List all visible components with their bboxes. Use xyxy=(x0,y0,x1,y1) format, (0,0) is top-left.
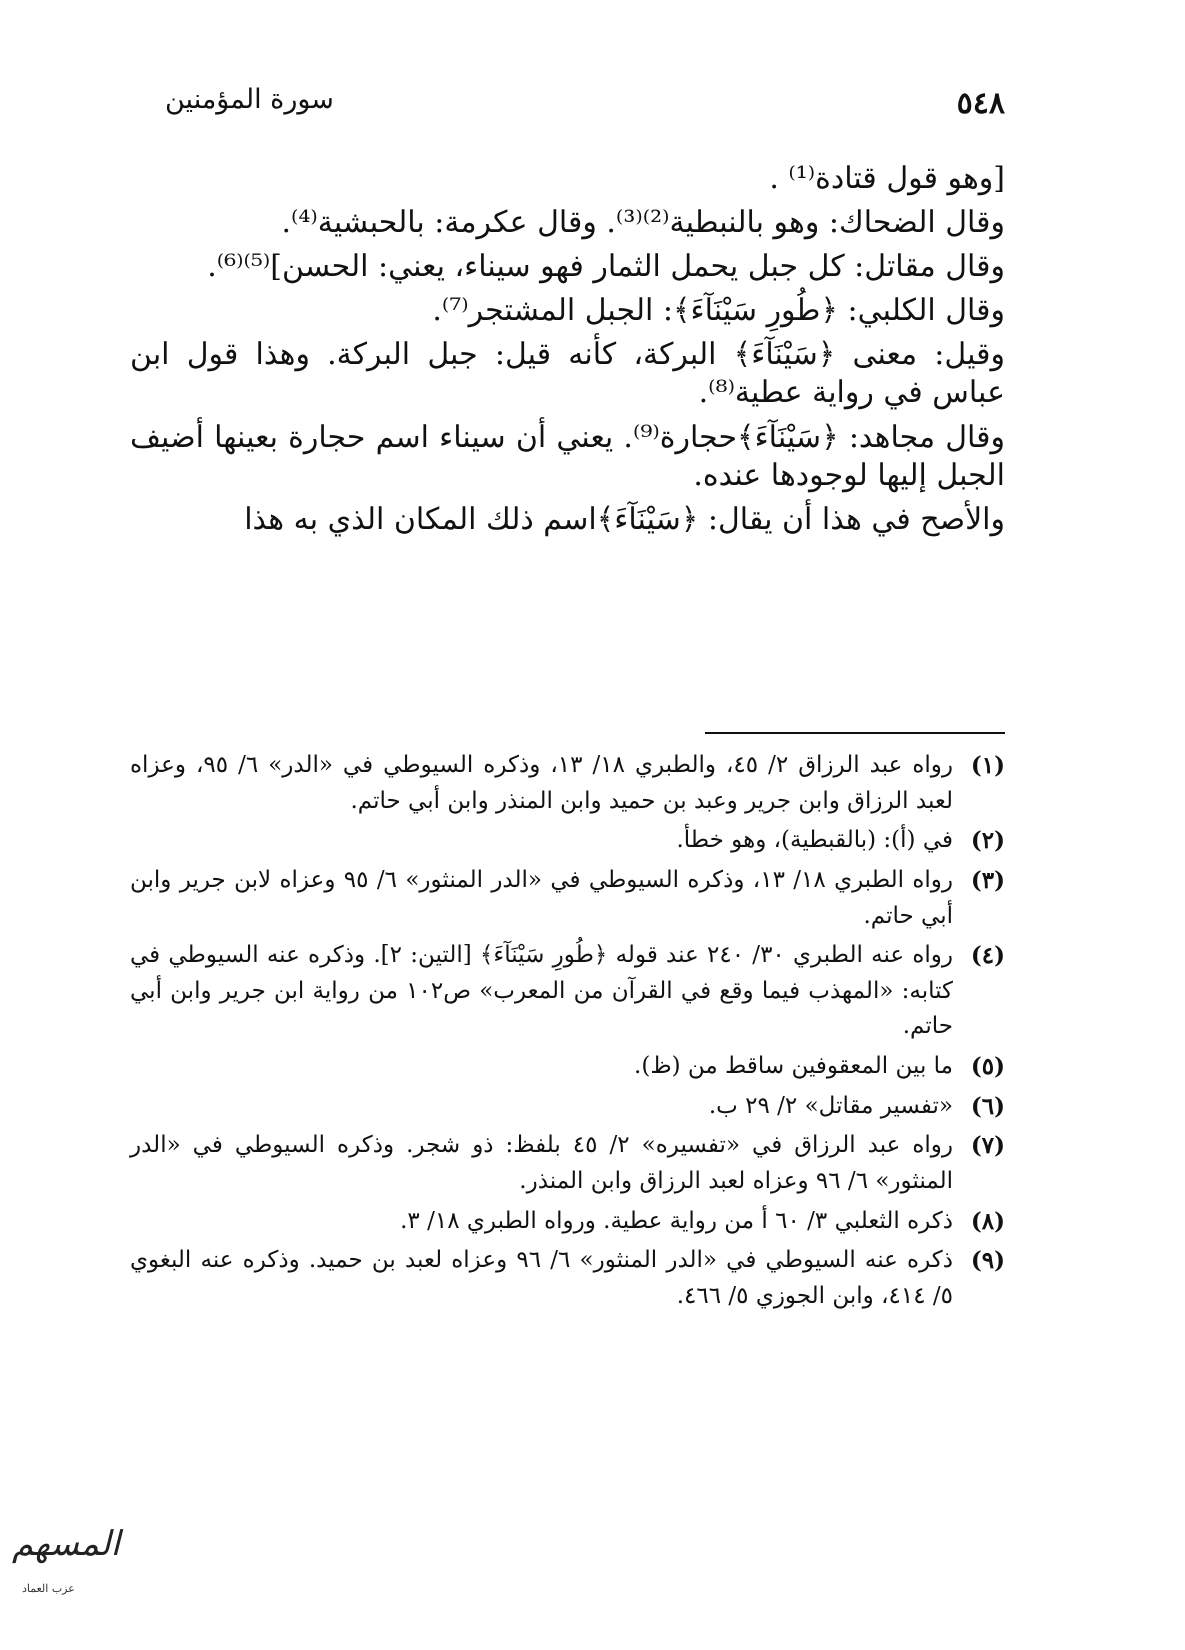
footnote-4 xyxy=(130,938,1005,1045)
footnote-number: (٣) xyxy=(970,866,1005,894)
footnote-2 xyxy=(130,823,1005,859)
footnote-7 xyxy=(130,1128,1005,1199)
footnote-6 xyxy=(130,1089,1005,1125)
footnote-number: (١) xyxy=(970,752,1005,779)
footnote-text: «تفسير مقاتل» ٢/ ٢٩ ب. xyxy=(708,1092,953,1119)
main-text xyxy=(130,160,1005,545)
footnote-1 xyxy=(130,748,1005,819)
footnote-3 xyxy=(130,863,1005,934)
footnote-divider xyxy=(705,732,1005,734)
footnote-text: ذكره الثعلبي ٣/ ٦٠ أ من رواية عطية. ورواه الطبري ١٨/ ٣. xyxy=(400,1207,953,1234)
paragraph-5: وقيل: معنى ﴿سَيْنَآءَ﴾ البركة، كأنه قيل: جبل البركة. وهذا قول ابن عباس في رواية عطية⁽⁸⁾. xyxy=(130,337,1005,411)
paragraph-1: [وهو قول قتادة⁽¹⁾ . xyxy=(769,161,1005,196)
footnote-text: ما بين المعقوفين ساقط من (ظ). xyxy=(634,1053,953,1080)
stamp-subtext: عزب العماد xyxy=(22,1582,75,1595)
footnote-text: رواه عبد الرزاق في «تفسيره» ٢/ ٤٥ بلفظ: ذو شجر. وذكره السيوطي في «الدر المنثور» ٦/ ٩٦ وعزاه لعبد الرزاق وابن المنذر. xyxy=(130,1132,954,1195)
footnotes xyxy=(130,748,1005,1319)
footnote-number: (٦) xyxy=(970,1092,1005,1120)
page-number: ٥٤٨ xyxy=(956,86,1005,121)
footnote-8 xyxy=(130,1204,1005,1240)
footnote-text: في (أ): (بالقبطية)، وهو خطأ. xyxy=(676,827,953,854)
footnote-number: (٨) xyxy=(970,1207,1005,1235)
footnote-text: رواه الطبري ١٨/ ١٣، وذكره السيوطي في «الدر المنثور» ٦/ ٩٥ وعزاه لابن جرير وابن أبي حاتم. xyxy=(130,866,954,929)
library-stamp-logo xyxy=(8,1520,128,1610)
footnote-number: (٢) xyxy=(970,827,1005,855)
paragraph-4: وقال الكلبي: ﴿طُورِ سَيْنَآءَ﴾: الجبل المشتجر⁽⁷⁾. xyxy=(432,293,1005,329)
footnote-text: رواه عبد الرزاق ٢/ ٤٥، والطبري ١٨/ ١٣، وذكره السيوطي في «الدر» ٦/ ٩٥، وعزاه لعبد الرزاق وابن جرير وعبد بن حميد وابن المنذر وابن أبي حاتم. xyxy=(130,752,954,814)
page-header xyxy=(165,78,1005,128)
footnote-text: رواه عنه الطبري ٣٠/ ٢٤٠ عند قوله ﴿طُورِ سَيْنَآءَ﴾ [التين: ٢]. وذكره عنه السيوطي في كتابه: «المهذب فيما وقع في القرآن من المعرب» ص١٠٢ من رواية ابن جرير وابن أبي حاتم. xyxy=(130,942,954,1040)
footnote-number: (٩) xyxy=(970,1247,1005,1275)
footnote-number: (٤) xyxy=(970,942,1005,970)
footnote-number: (٧) xyxy=(970,1132,1005,1160)
paragraph-2: وقال الضحاك: وهو بالنبطية⁽²⁾⁽³⁾. وقال عكرمة: بالحبشية⁽⁴⁾. xyxy=(281,205,1005,241)
footnote-5 xyxy=(130,1049,1005,1085)
footnote-text: ذكره عنه السيوطي في «الدر المنثور» ٦/ ٩٦ وعزاه لعبد بن حميد. وذكره عنه البغوي ٥/ ٤١٤، وابن الجوزي ٥/ ٤٦٦. xyxy=(130,1247,953,1309)
surah-title: سورة المؤمنين xyxy=(165,84,334,115)
footnote-number: (٥) xyxy=(970,1053,1005,1081)
stamp-word: المسهم xyxy=(12,1524,121,1564)
footnote-9 xyxy=(130,1243,1005,1314)
paragraph-3: وقال مقاتل: كل جبل يحمل الثمار فهو سيناء، يعني: الحسن]⁽⁵⁾⁽⁶⁾. xyxy=(207,249,1005,285)
paragraph-7: والأصح في هذا أن يقال: ﴿سَيْنَآءَ﴾اسم ذلك المكان الذي به هذا xyxy=(244,501,1005,537)
paragraph-6: وقال مجاهد: ﴿سَيْنَآءَ﴾حجارة⁽⁹⁾. يعني أن سيناء اسم حجارة بعينها أضيف الجبل إليها لوجودها عنده. xyxy=(130,419,1005,493)
